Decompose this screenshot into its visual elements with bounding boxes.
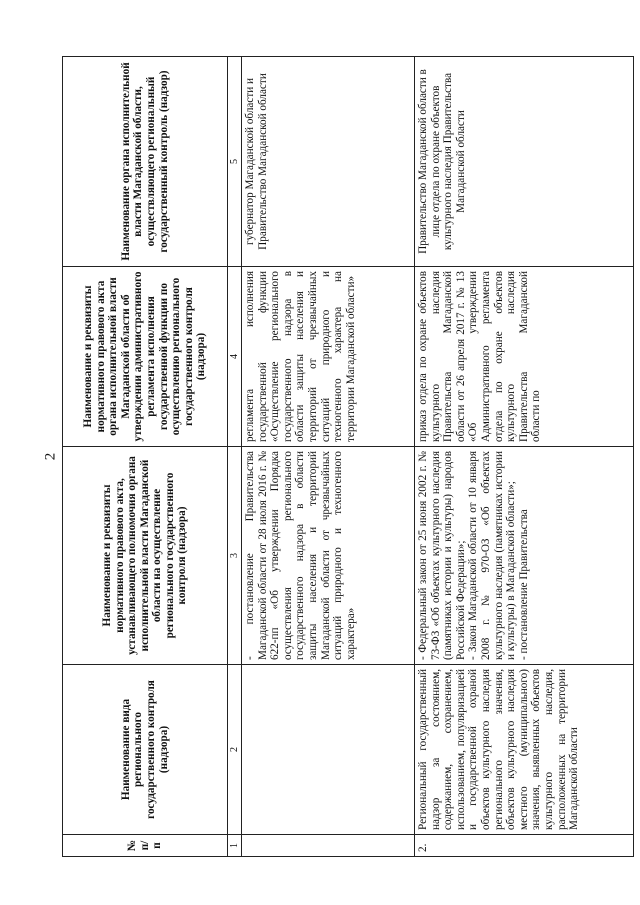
table-row — [415, 57, 634, 857]
header-number: № п/п — [63, 835, 228, 857]
rotated-table-container — [62, 57, 634, 857]
control-table — [62, 56, 634, 857]
legal-act-item: - постановление Правительства — [517, 509, 530, 660]
column-number: 4 — [228, 267, 242, 447]
legal-act-cell — [415, 447, 634, 665]
header-control-kind: Наименование вида регионального государственного контроля (надзора) — [63, 665, 228, 835]
control-kind-cell — [242, 665, 415, 835]
control-kind-cell: Региональный государственный надзор за состоянием, содержанием, сохранением, использованием, популяризацией и государственной охраной объектов культурного наследия регионального значения, объектов культурного наследия местного (муниципального) значения, выявленных объектов культурного наследия, расположенных на территории Магаданской области — [415, 665, 634, 835]
header-row — [63, 57, 228, 857]
header-organ: Наименование органа исполнительной власти Магаданской области, осуществляющего региональный государственный контроль (надзор) — [63, 57, 228, 267]
legal-act-item: - Федеральный закон от 25 июня 2002 г. № 73-ФЗ «Об объектах культурного наследия (памятниках истории и культуры) народов Российской Федерации»; — [417, 451, 467, 660]
column-number: 5 — [228, 57, 242, 267]
table-row — [242, 57, 415, 857]
column-number-row — [228, 57, 242, 857]
organ-cell: губернатор Магаданской области и Правительство Магаданской области — [242, 57, 415, 267]
row-number: 2. — [415, 835, 634, 857]
header-legal-act: Наименование и реквизиты нормативного правового акта, устанавливающего полномочия органа исполнительной власти Магаданской области на осуществление регионального государственного контроля (надзора) — [63, 447, 228, 665]
header-regulation-act: Наименование и реквизиты нормативного правового акта органа исполнительной власти Магаданской области об утверждении административного регламента исполнения государственной функции по осуществлению регионального государственного контроля (надзора) — [63, 267, 228, 447]
column-number: 3 — [228, 447, 242, 665]
organ-cell: Правительство Магаданской области в лице отдела по охране объектов культурного наследия Правительства Магаданской области — [415, 57, 634, 267]
legal-act-cell: - постановление Правительства Магаданской области от 28 июля 2016 г. № 622-пп «Об утверждении Порядка осуществления регионального государственного надзора в области защиты населения и территорий Магаданской области от чрезвычайных ситуаций природного и техногенного характера» — [242, 447, 415, 665]
row-number — [242, 835, 415, 857]
regulation-act-cell: регламента исполнения государственной функции «Осуществление регионального государственного надзора в области защиты населения и территорий от чрезвычайных ситуаций природного и техногенного характера на территории Магаданской области» — [242, 267, 415, 447]
regulation-act-cell: приказ отдела по охране объектов культурного наследия Правительства Магаданской области от 26 апреля 2017 г. № 13 «Об утверждении Административного регламента отдела по охране объектов культурного наследия Правительства Магаданской области по — [415, 267, 634, 447]
page-number: 2 — [42, 452, 59, 461]
column-number: 2 — [228, 665, 242, 835]
legal-act-item: - Закон Магаданской области от 10 января 2008 г. № 970-ОЗ «Об объектах культурного наследия (памятниках истории и культуры) в Магаданской области»; — [467, 451, 518, 660]
column-number: 1 — [228, 835, 242, 857]
